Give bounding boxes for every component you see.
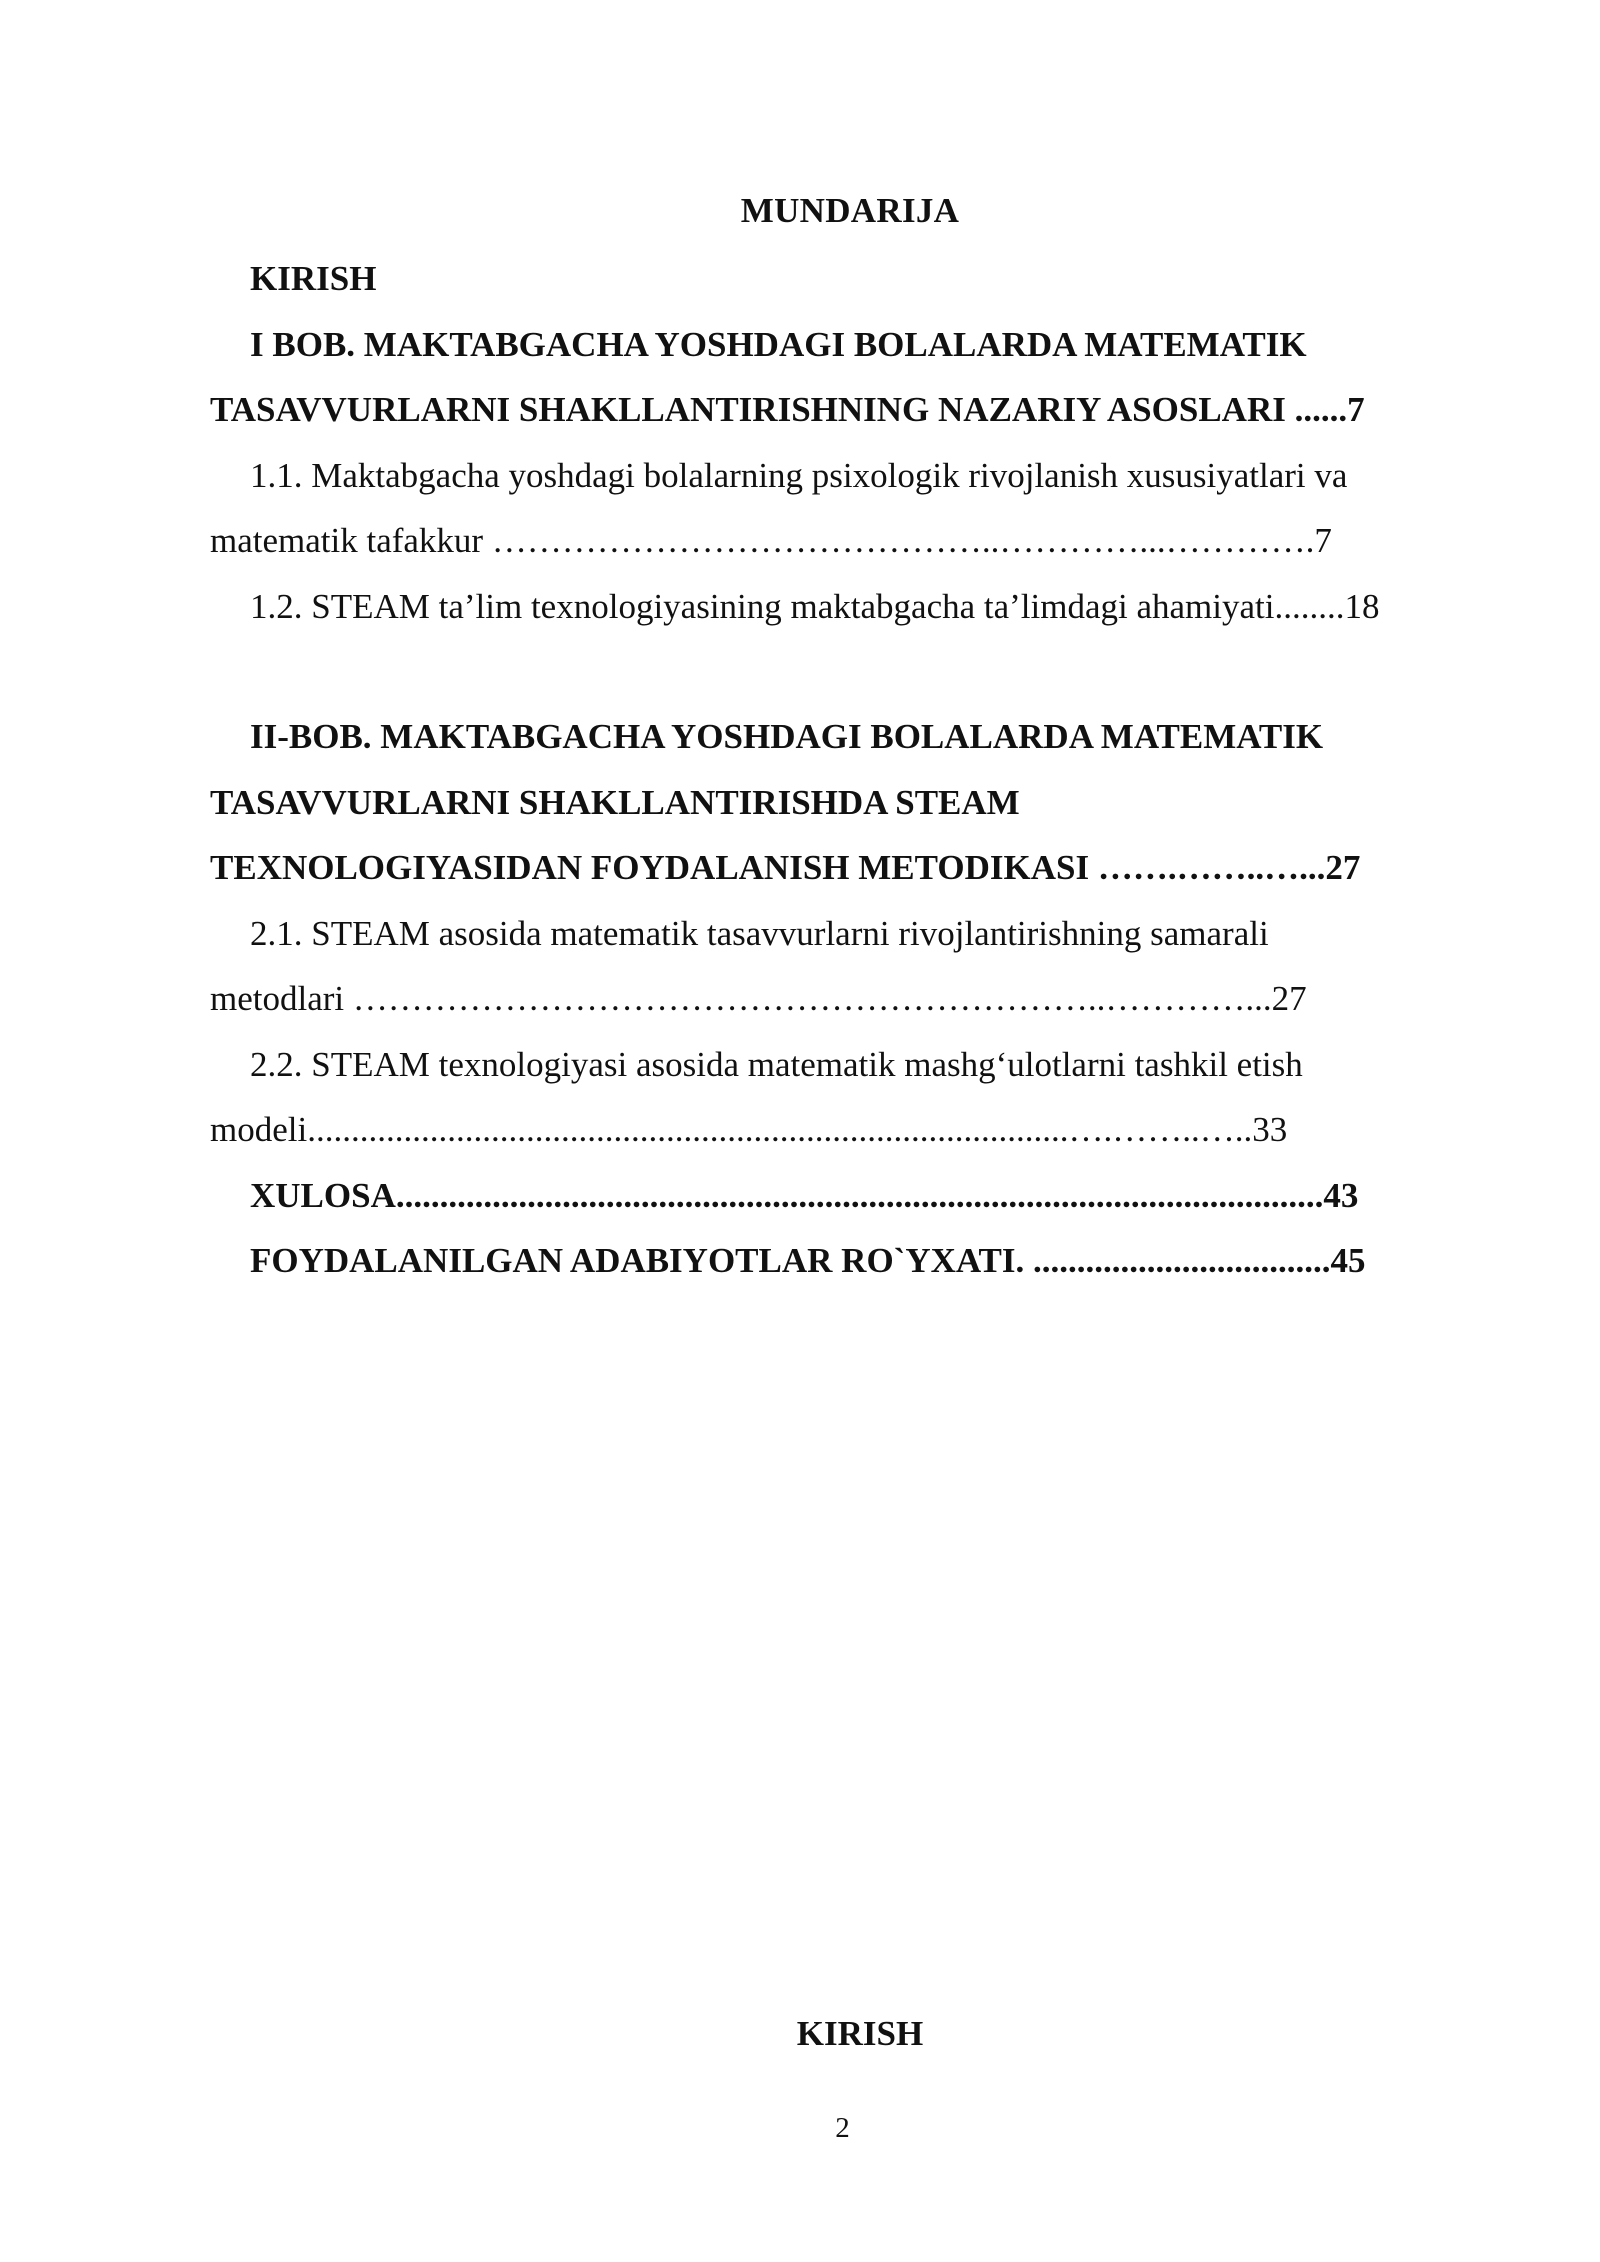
toc-entry-references: FOYDALANILGAN ADABIYOTLAR RO`YXATI. ..................................45 — [250, 1241, 1366, 1280]
toc-entry-chapter1-line1: I BOB. MAKTABGACHA YOSHDAGI BOLALARDA MATEMATIK — [250, 324, 1307, 364]
toc-entry-chapter2-line2: TASAVVURLARNI SHAKLLANTIRISHDA STEAM — [210, 782, 1020, 822]
toc-entry-section-2-1-line2: metodlari ………………………………………………………..…………...27 — [210, 979, 1307, 1018]
toc-entry-section-2-1-line1: 2.1. STEAM asosida matematik tasavvurlarni rivojlantirishning samarali — [250, 913, 1269, 953]
toc-entry-section-1-2: 1.2. STEAM ta’lim texnologiyasining maktabgacha ta’limdagi ahamiyati........18 — [250, 586, 1380, 626]
toc-entry-section-1-1-line2: matematik tafakkur ……………………………………..…………...………….7 — [210, 521, 1332, 560]
toc-entry-conclusion: XULOSA..........................................................................................................43 — [250, 1175, 1359, 1215]
toc-spacer — [210, 639, 1466, 704]
toc-entry-chapter2-line1: II-BOB. MAKTABGACHA YOSHDAGI BOLALARDA MATEMATIK — [250, 717, 1324, 756]
toc-entry-section-2-2-line1: 2.2. STEAM texnologiyasi asosida matematik mashg‘ulotlarni tashkil etish — [250, 1044, 1303, 1084]
page-number: 2 — [835, 2112, 850, 2144]
toc-entry-chapter2-line3: TEXNOLOGIYASIDAN FOYDALANISH METODIKASI …….……..…...27 — [210, 848, 1361, 887]
toc-entry-section-2-2-line2: modeli.......................................................................................….……..…..33 — [210, 1110, 1288, 1149]
table-of-contents — [210, 246, 1466, 1294]
toc-entry-chapter1-line2: TASAVVURLARNI SHAKLLANTIRISHNING NAZARIY ASOSLARI ......7 — [210, 390, 1365, 429]
toc-title: MUNDARIJA — [740, 191, 960, 230]
toc-entry-intro: KIRISH — [250, 259, 377, 298]
next-section-heading: KIRISH — [796, 2014, 924, 2053]
toc-entry-section-1-1-line1: 1.1. Maktabgacha yoshdagi bolalarning psixologik rivojlanish xususiyatlari va — [250, 455, 1348, 495]
